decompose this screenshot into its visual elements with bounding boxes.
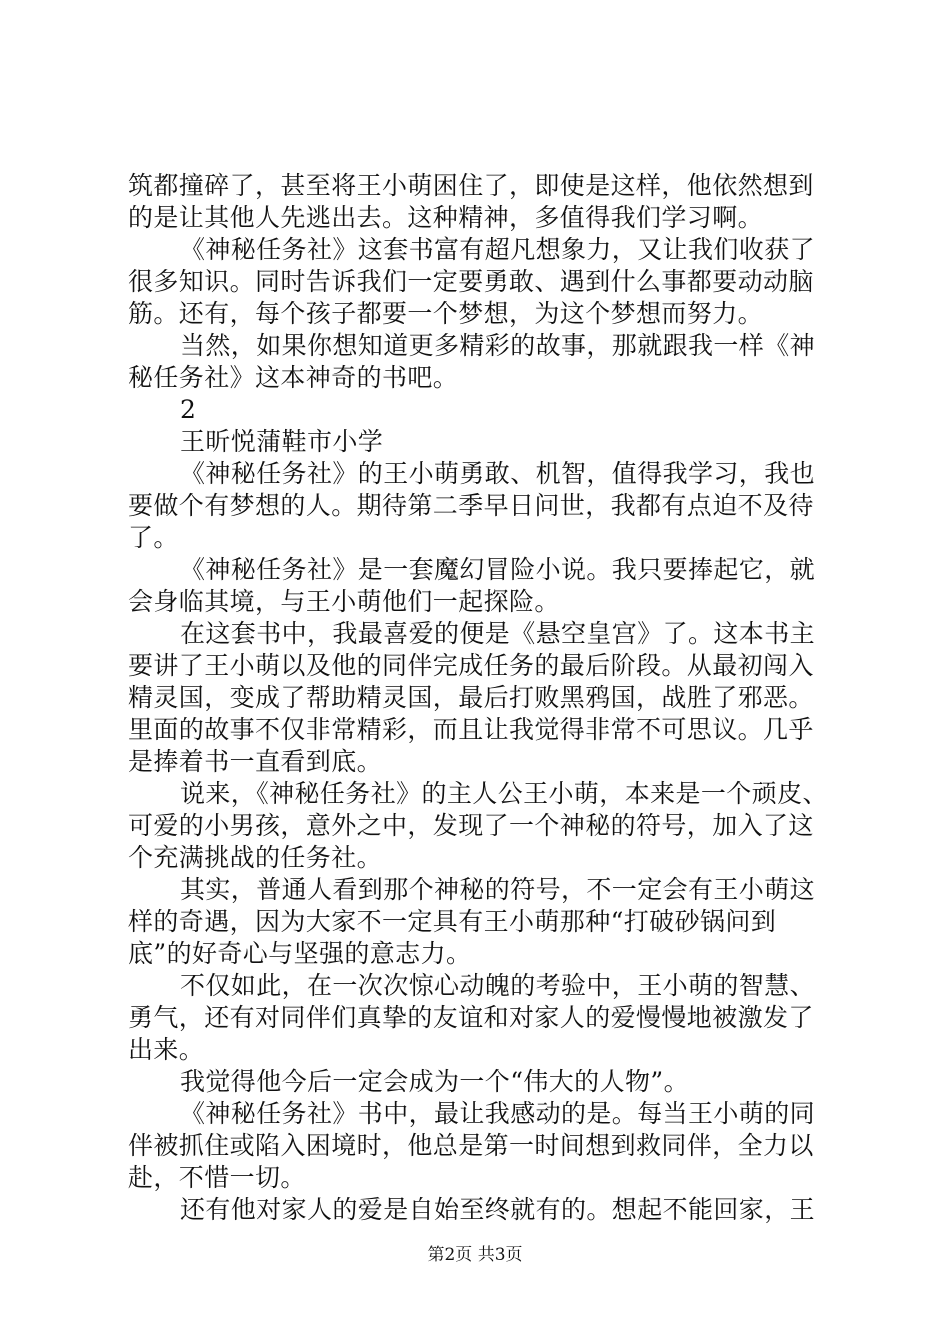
text-line: 是捧着书一直看到底。 [128, 747, 383, 776]
text-line: 底”的好奇心与坚强的意志力。 [128, 939, 472, 968]
text-line: 《神秘任务社》这套书富有超凡想象力，又让我们收获了 [180, 235, 816, 264]
text-line: 赴，不惜一切。 [128, 1163, 306, 1192]
text-line: 《神秘任务社》是一套魔幻冒险小说。我只要捧起它，就 [180, 555, 816, 584]
text-line: 伴被抓住或陷入困境时，他总是第一时间想到救同伴，全力以 [128, 1131, 814, 1160]
text-line: 秘任务社》这本神奇的书吧。 [128, 363, 459, 392]
text-line: 我觉得他今后一定会成为一个“伟大的人物”。 [180, 1067, 689, 1096]
text-line: 其实，普通人看到那个神秘的符号，不一定会有王小萌这 [180, 875, 816, 904]
page-footer: 第2页 共3页 [427, 1245, 523, 1265]
text-line: 不仅如此，在一次次惊心动魄的考验中，王小萌的智慧、 [180, 971, 816, 1000]
text-line: 个充满挑战的任务社。 [128, 843, 383, 872]
text-line: 当然，如果你想知道更多精彩的故事，那就跟我一样《神 [180, 331, 816, 360]
text-line: 2 [180, 395, 197, 424]
text-line: 出来。 [128, 1035, 205, 1064]
text-line: 勇气，还有对同伴们真挚的友谊和对家人的爱慢慢地被激发了 [128, 1003, 814, 1032]
document-body [128, 170, 828, 1226]
text-line: 王昕悦蒲鞋市小学 [180, 427, 384, 456]
text-line: 在这套书中，我最喜爱的便是《悬空皇宫》了。这本书主 [180, 619, 816, 648]
text-line: 要讲了王小萌以及他的同伴完成任务的最后阶段。从最初闯入 [128, 651, 814, 680]
text-line: 会身临其境，与王小萌他们一起探险。 [128, 587, 560, 616]
text-line: 还有他对家人的爱是自始至终就有的。想起不能回家，王 [180, 1195, 816, 1224]
text-line: 很多知识。同时告诉我们一定要勇敢、遇到什么事都要动动脑 [128, 267, 814, 296]
text-line: 里面的故事不仅非常精彩，而且让我觉得非常不可思议。几乎 [128, 715, 814, 744]
text-line: 《神秘任务社》书中，最让我感动的是。每当王小萌的同 [180, 1099, 816, 1128]
text-line: 要做个有梦想的人。期待第二季早日问世，我都有点迫不及待 [128, 491, 814, 520]
text-line: 样的奇遇，因为大家不一定具有王小萌那种“打破砂锅问到 [128, 907, 777, 936]
text-line: 精灵国，变成了帮助精灵国，最后打败黑鸦国，战胜了邪恶。 [128, 683, 814, 712]
text-line: 说来，《神秘任务社》的主人公王小萌，本来是一个顽皮、 [180, 779, 828, 808]
text-line: 筑都撞碎了，甚至将王小萌困住了，即使是这样，他依然想到 [128, 171, 814, 200]
text-line: 了。 [128, 523, 179, 552]
text-line: 《神秘任务社》的王小萌勇敢、机智，值得我学习，我也 [180, 459, 816, 488]
text-line: 可爱的小男孩，意外之中，发现了一个神秘的符号，加入了这 [128, 811, 814, 840]
text-line: 筋。还有，每个孩子都要一个梦想，为这个梦想而努力。 [128, 299, 764, 328]
text-line: 的是让其他人先逃出去。这种精神，多值得我们学习啊。 [128, 203, 764, 232]
